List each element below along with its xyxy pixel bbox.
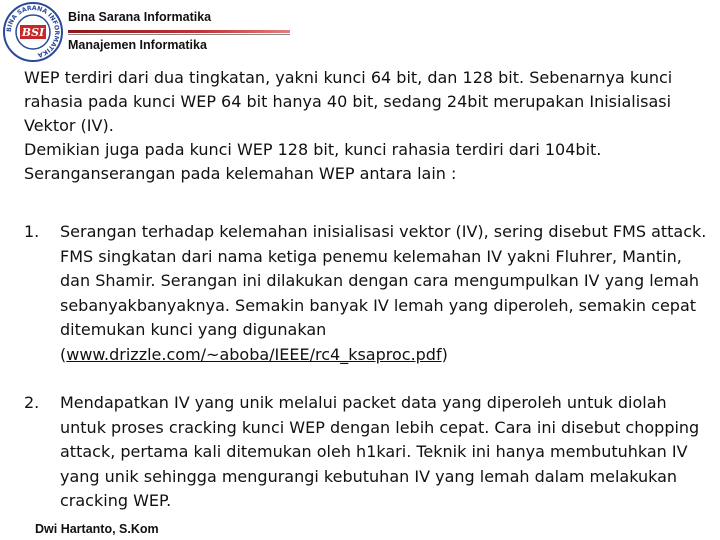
svg-text:BINA SARANA INFORMATIKA: BINA SARANA INFORMATIKA <box>5 4 61 59</box>
list-text-part: Serangan terhadap kelemahan inisialisasi vektor (IV), sering disebut FMS attack. FMS singkatan dari nama ketiga penemu kelemahan IV yakni Fluhrer, Mantin, dan Shamir. Serangan ini dilakukan dengan cara mengumpulkan IV yang lemah sebanyakbanyaknya. Semakin banyak IV lemah yang diperoleh, semakin cepat ditemukan kunci yang digunakan ( <box>60 222 707 364</box>
list-item <box>24 220 714 367</box>
bsi-logo <box>2 1 64 63</box>
intro-paragraph-1: WEP terdiri dari dua tingkatan, yakni kunci 64 bit, dan 128 bit. Sebenarnya kunci rahasia pada kunci WEP 64 bit hanya 40 bit, sedang 24bit merupakan Inisialisasi Vektor (IV). <box>24 68 673 135</box>
list-item-text <box>60 220 714 367</box>
header-divider-thin <box>68 34 290 35</box>
list-number: 2. <box>24 393 40 412</box>
footer-author: Dwi Hartanto, S.Kom <box>35 522 159 536</box>
list-item-text: Mendapatkan IV yang unik melalui packet data yang diperoleh untuk diolah untuk proses cracking kunci WEP dengan lebih cepat. Cara ini disebut chopping attack, pertama kali ditemukan oleh h1kari. Teknik ini hanya membutuhkan IV yang unik sehingga mengurangi kebutuhan IV yang lemah dalam melakukan cracking WEP. <box>60 393 700 510</box>
header-subtitle: Manajemen Informatika <box>68 38 207 52</box>
attack-list <box>24 220 714 538</box>
svg-text:BSI: BSI <box>21 26 45 39</box>
intro-text <box>24 66 714 186</box>
list-number: 1. <box>24 222 40 241</box>
header-divider <box>68 30 290 33</box>
list-item <box>24 391 714 514</box>
intro-paragraph-2: Demikian juga pada kunci WEP 128 bit, kunci rahasia terdiri dari 104bit. Seranganserangan pada kelemahan WEP antara lain : <box>24 140 602 183</box>
header-title: Bina Sarana Informatika <box>68 10 212 24</box>
reference-link[interactable]: www.drizzle.com/~aboba/IEEE/rc4_ksaproc.pdf <box>66 344 442 364</box>
list-text-part: ) <box>441 344 448 364</box>
